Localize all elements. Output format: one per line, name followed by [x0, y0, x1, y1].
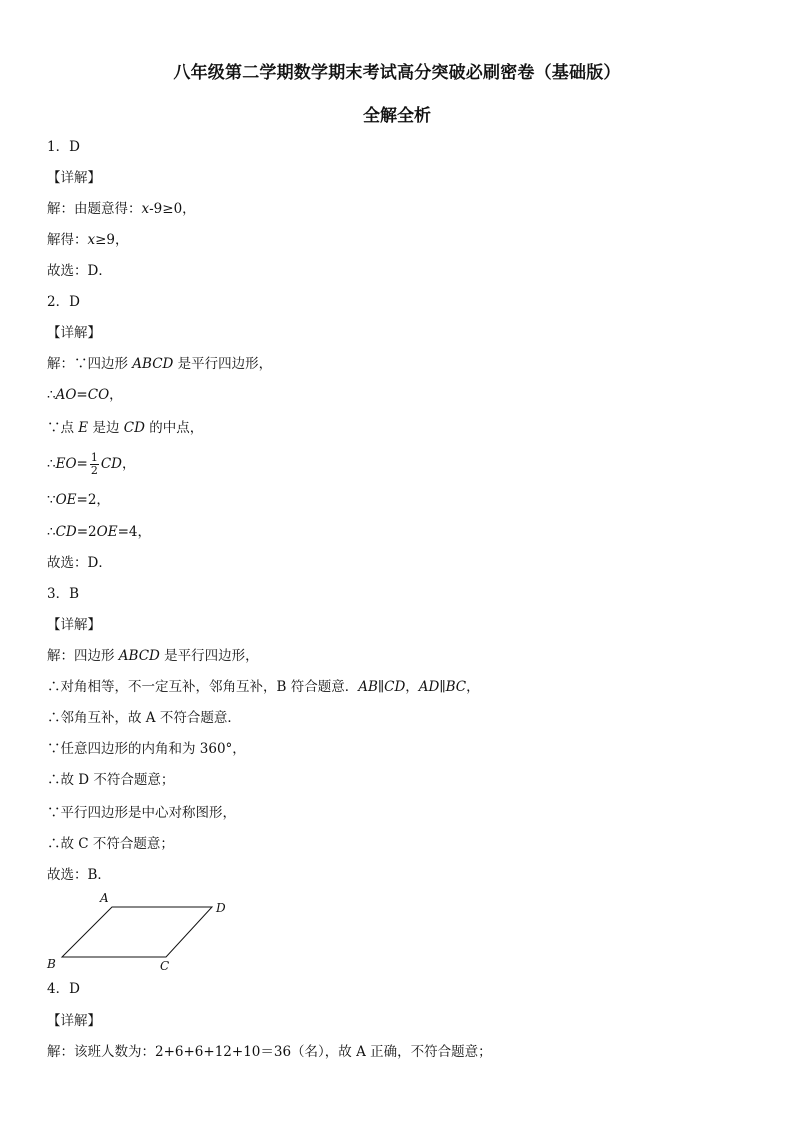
- q2-line-7: 故选：D．: [47, 555, 112, 571]
- q3-line-2: ∴对角相等，不一定互补，邻角互补，B 符合题意．AB∥CD，AD∥BC，: [47, 679, 480, 695]
- q4-detail-heading: 【详解】: [47, 1013, 101, 1029]
- q3-line-6: ∵平行四边形是中心对称图形，: [47, 805, 236, 821]
- q2-number: 2．D: [47, 294, 80, 310]
- q3-line-3: ∴邻角互补，故 A 不符合题意．: [47, 710, 241, 726]
- q1-number: 1．D: [47, 139, 80, 155]
- q3-line-8: 故选：B．: [47, 867, 111, 883]
- q3-line-4: ∵任意四边形的内角和为 360°，: [47, 741, 246, 757]
- vertex-label-b: B: [47, 957, 56, 971]
- q4-number: 4．D: [47, 981, 80, 997]
- vertex-label-c: C: [160, 959, 170, 973]
- q2-line-1: 解：∵四边形 ABCD 是平行四边形，: [47, 356, 273, 372]
- q2-line-5: ∵OE=2，: [47, 492, 110, 508]
- q1-line-3: 故选：D．: [47, 263, 112, 279]
- q2-line-4: ∴EO= $\frac{1}{2}$ CD，: [47, 451, 136, 477]
- q3-number: 3．B: [47, 586, 80, 602]
- q2-line-2: ∴AO=CO，: [47, 387, 123, 403]
- vertex-label-d: D: [216, 901, 226, 915]
- q3-line-5: ∴故 D 不符合题意；: [47, 772, 175, 788]
- q2-line-3: ∵点 E 是边 CD 的中点，: [47, 420, 204, 436]
- q2-line-6: ∴CD=2OE=4，: [47, 524, 151, 540]
- fraction-one-half: $\frac{1}{2}$: [90, 451, 98, 477]
- q4-line-1: 解：该班人数为：2+6+6+12+10＝36（名），故 A 正确，不符合题意；: [47, 1044, 492, 1060]
- q2-detail-heading: 【详解】: [47, 325, 101, 341]
- q1-detail-heading: 【详解】: [47, 170, 101, 186]
- q3-detail-heading: 【详解】: [47, 617, 101, 633]
- page-title: 八年级第二学期数学期末考试高分突破必刷密卷（基础版）: [173, 63, 621, 83]
- parallelogram-abcd: [62, 907, 212, 957]
- q3-line-1: 解：四边形 ABCD 是平行四边形，: [47, 648, 259, 664]
- q3-line-7: ∴故 C 不符合题意；: [47, 836, 174, 852]
- vertex-label-a: A: [100, 891, 109, 905]
- page-subtitle: 全解全析: [363, 106, 431, 126]
- q1-line-2: 解得：x≥9，: [47, 232, 129, 248]
- q1-line-1: 解：由题意得：x-9≥0，: [47, 201, 196, 217]
- parallelogram-figure: [40, 886, 240, 978]
